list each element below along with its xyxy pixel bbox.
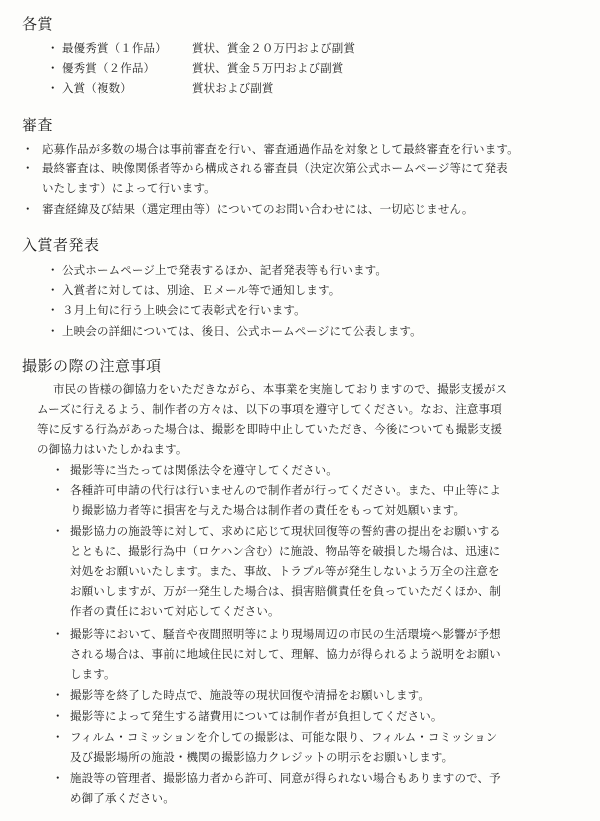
filming-item-line: 及び撮影場所の施設・機関の撮影協力クレジットの明示をお願いします。 (70, 750, 454, 764)
filming-intro-line: の御協力はいたしかねます。 (37, 442, 188, 456)
award-name: 優秀賞（２作品） (62, 61, 156, 75)
filming-item-line: 撮影等において、騒音や夜間照明等により現場周辺の市民の生活環境へ影響が予想 (70, 627, 501, 641)
judging-item-line: 審査経緯及び結果（選定理由等）についてのお問い合わせには、一切応じません。 (42, 202, 474, 216)
filming-item-line: 撮影協力の施設等に対して、求めに応じて現状回復等の誓約書の提出をお願いする (70, 524, 501, 538)
bullet: ・ (22, 202, 34, 216)
bullet: ・ (47, 61, 59, 75)
announcement-item: 上映会の詳細については、後日、公式ホームページにて公表します。 (62, 324, 422, 338)
filming-item-line: される場合は、事前に地域住民に対して、理解、協力が得られるよう説明をお願い (70, 647, 501, 661)
judging-item-line: いたします）によって行います。 (42, 181, 216, 195)
bullet: ・ (52, 463, 64, 477)
bullet: ・ (52, 730, 64, 744)
bullet: ・ (47, 41, 59, 55)
filming-item-line: 撮影等によって発生する諸費用については制作者が負担してください。 (70, 709, 443, 723)
filming-item-line: します。 (70, 667, 116, 681)
filming-item-line: り撮影協力者等に損害を与えた場合は制作者の責任をもって対処願います。 (70, 503, 466, 517)
filming-item-line: とともに、撮影行為中（ロケハン含む）に施設、物品等を破損した場合は、迅速に (70, 544, 501, 558)
bullet: ・ (52, 771, 64, 785)
filming-item-line: フィルム・コミッションを介しての撮影は、可能な限り、フィルム・コミッション (70, 730, 498, 744)
filming-item-line: 作者の責任において対応してください。 (70, 604, 280, 618)
bullet: ・ (52, 524, 64, 538)
filming-intro-line: 市民の皆様の御協力をいただきながら、本事業を実施しておりますので、撮影支援がス (53, 382, 508, 396)
section-title-filming: 撮影の際の注意事項 (22, 357, 162, 375)
filming-item-line: 撮影等を終了した時点で、施設等の現状回復や清掃をお願いします。 (70, 688, 430, 702)
bullet: ・ (47, 303, 59, 317)
bullet: ・ (52, 627, 64, 641)
section-title-judging: 審査 (22, 116, 54, 134)
judging-item-line: 最終審査は、映像関係者等から構成される審査員（決定次第公式ホームページ等にて発表 (42, 161, 508, 175)
bullet: ・ (47, 324, 59, 338)
announcement-item: 公式ホームページ上で発表するほか、記者発表等も行います。 (62, 263, 388, 277)
section-title-announcement: 入賞者発表 (22, 236, 100, 254)
filming-item-line: め御了承ください。 (70, 791, 175, 805)
announcement-item: 入賞者に対しては、別途、Ｅメール等で通知します。 (62, 283, 341, 297)
award-name: 入賞（複数） (62, 81, 132, 95)
award-prize: 賞状、賞金５万円および副賞 (192, 61, 344, 75)
bullet: ・ (52, 709, 64, 723)
bullet: ・ (52, 688, 64, 702)
filming-item-line: 各種許可申請の代行は行いませんので制作者が行ってください。また、中止等によ (70, 483, 502, 497)
filming-item-line: 対処をお願いいたします。また、事故、トラブル等が発生しないよう万全の注意を (70, 564, 500, 578)
section-title-awards: 各賞 (22, 15, 54, 33)
bullet: ・ (22, 161, 34, 175)
filming-item-line: 撮影等に当たっては関係法令を遵守してください。 (70, 463, 338, 477)
award-prize: 賞状、賞金２０万円および副賞 (192, 41, 356, 55)
filming-item-line: お願いしますが、万が一発生した場合は、損害賠償責任を負っていただくほか、制 (70, 584, 502, 598)
bullet: ・ (22, 142, 34, 156)
award-prize: 賞状および副賞 (192, 81, 274, 95)
bullet: ・ (47, 263, 59, 277)
award-name: 最優秀賞（１作品） (62, 41, 167, 55)
bullet: ・ (47, 81, 59, 95)
announcement-item: ３月上旬に行う上映会にて表彰式を行います。 (62, 303, 306, 317)
bullet: ・ (47, 283, 59, 297)
judging-item-line: 応募作品が多数の場合は事前審査を行い、審査通過作品を対象として最終審査を行います。 (42, 142, 519, 156)
filming-item-line: 施設等の管理者、撮影協力者から許可、同意が得られない場合もありますので、予 (70, 771, 501, 785)
bullet: ・ (52, 483, 64, 497)
filming-intro-line: 等に反する行為があった場合は、撮影を即時中止していただき、今後についても撮影支援 (37, 422, 503, 436)
filming-intro-line: ムーズに行えるよう、制作者の方々は、以下の事項を遵守してください。なお、注意事項 (37, 402, 502, 416)
